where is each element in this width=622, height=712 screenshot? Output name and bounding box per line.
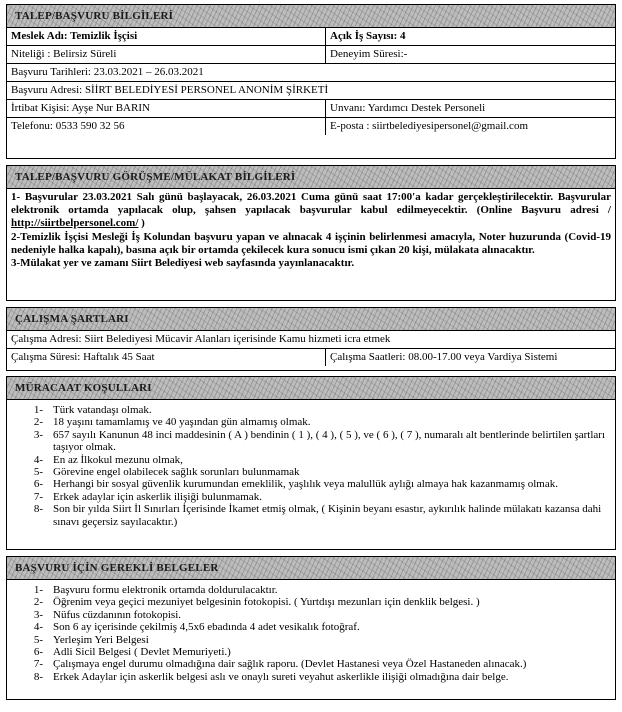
list-number: 6- [33, 646, 43, 659]
list-text: Erkek adaylar için askerlik ilişiği bulunmamak. [53, 490, 262, 503]
list-text: Türk vatandaşı olmak. [53, 404, 152, 416]
work-duration: Çalışma Süresi: Haftalık 45 Saat [7, 349, 326, 366]
list-text: 657 sayılı Kanunun 48 inci maddesinin ( A ) bendinin ( 1 ), ( 4 ), ( 5 ), ve ( 6 ), ( 7 ), numaralı alt bentlerinde belirtilen şartları taşıyor olmak. [53, 428, 605, 454]
document-item [13, 584, 609, 596]
work-hours: Çalışma Saatleri: 08.00-17.00 veya Vardiya Sistemi [330, 351, 558, 363]
interview-paragraph-3: 3-Mülakat yer ve zamanı Siirt Belediyesi web sayfasında yayınlanacaktır. [11, 257, 355, 270]
document-item [13, 646, 609, 658]
list-text: Yerleşim Yeri Belgesi [53, 633, 149, 646]
section-title: TALEP/BAŞVURU GÖRÜŞME/MÜLAKAT BİLGİLERİ [7, 166, 615, 189]
document-item [13, 609, 609, 621]
requirement-item [13, 416, 609, 428]
requirement-item [13, 491, 609, 503]
section-application-info [6, 4, 616, 159]
contact-title: Unvanı: Yardımcı Destek Personeli [330, 102, 486, 114]
list-text: 18 yaşını tamamlamış ve 40 yaşından gün almamış olmak. [53, 416, 311, 429]
list-text: Adli Sicil Belgesi ( Devlet Memuriyeti.) [53, 646, 231, 659]
section-working-conditions [6, 307, 616, 371]
interview-paragraph-2: 2-Temizlik İşçisi Mesleği İş Kolundan başvuru yapan ve alınacak 4 işçinin belirlenmesi amacıyla, Noter huzurunda (Covid-19 nedeniyle halka kapalı), basına açık bir ortamda çekilecek kura sonucu ismi çıkan 20 kişi, mülakata alınacaktır. [11, 230, 611, 256]
online-application-link[interactable]: http://siirtbelpersonel.com/ [11, 217, 139, 230]
section-title: ÇALIŞMA ŞARTLARI [7, 308, 615, 331]
interview-paragraph-1: 1- Başvurular 23.03.2021 Salı günü başlayacak, 26.03.2021 Cuma günü saat 17:00'a kadar gerçekleştirilecektir. Başvurular elektronik ortamda yapılacak olup, şahsen yapılacak başvurular kabul edilmeyecektir. (Online Başvuru adresi / http://siirtbelpersonel.com/ ) [11, 191, 611, 230]
list-text: Erkek Adaylar için askerlik belgesi aslı ve onaylı sureti veyahut askerlikle ilişiği olmadığına dair belge. [53, 670, 509, 683]
application-notice [6, 4, 616, 700]
contact-phone: Telefonu: 0533 590 32 56 [7, 118, 326, 135]
contact-email[interactable]: E-posta : siirtbelediyesipersonel@gmail.com [330, 120, 528, 132]
list-text: En az İlkokul mezunu olmak, [53, 453, 183, 466]
documents-list [7, 580, 615, 685]
document-item [13, 621, 609, 633]
list-text: Öğrenim veya geçici mezuniyet belgesinin fotokopisi. ( Yurtdışı mezunları için denklik belgesi. ) [53, 596, 480, 609]
list-text: Çalışmaya engel durumu olmadığına dair sağlık raporu. (Devlet Hastanesi veya Özel Hastaneden alınacak.) [53, 658, 527, 671]
document-item [13, 658, 609, 670]
section-requirements [6, 376, 616, 550]
section-title: BAŞVURU İÇİN GEREKLİ BELGELER [7, 557, 615, 580]
list-text: Başvuru formu elektronik ortamda doldurulacaktır. [53, 584, 278, 596]
list-number: 8- [33, 670, 43, 683]
work-address: Çalışma Adresi: Siirt Belediyesi Mücavir Alanları içerisinde Kamu hizmeti icra etmek [11, 333, 391, 345]
application-dates: Başvuru Tarihleri: 23.03.2021 – 26.03.2021 [11, 66, 204, 78]
document-item [13, 596, 609, 608]
list-number: 4- [33, 621, 43, 634]
section-required-documents [6, 556, 616, 700]
list-number: 1- [33, 404, 43, 416]
document-item [13, 634, 609, 646]
list-text: Son 6 ay içerisinde çekilmiş 4,5x6 ebadında 4 adet vesikalık fotoğraf. [53, 621, 360, 634]
list-number: 3- [33, 428, 43, 441]
document-item [13, 671, 609, 683]
contact-person: İrtibat Kişisi: Ayşe Nur BARIN [7, 100, 326, 117]
list-text: Nüfus cüzdanının fotokopisi. [53, 608, 182, 621]
requirement-item [13, 503, 609, 528]
list-number: 2- [33, 416, 43, 429]
requirement-item [13, 478, 609, 490]
job-title: Meslek Adı: Temizlik İşçisi [7, 28, 326, 45]
requirement-item [13, 454, 609, 466]
list-number: 8- [33, 503, 43, 516]
list-number: 6- [33, 478, 43, 491]
list-number: 2- [33, 596, 43, 609]
list-text: Son bir yılda Siirt İl Sınırları İçerisinde İkamet etmiş olmak, ( Kişinin beyanı esastır, aykırılık halinde mülakatı kazansa dahi sınavı geçersiz sayılacaktır.) [53, 503, 602, 528]
job-type: Niteliği : Belirsiz Süreli [7, 46, 326, 63]
section-title: MÜRACAAT KOŞULLARI [7, 377, 615, 400]
list-number: 5- [33, 466, 43, 479]
list-text: Görevine engel olabilecek sağlık sorunları bulunmamak [53, 466, 300, 479]
list-number: 1- [33, 584, 43, 596]
list-number: 5- [33, 633, 43, 646]
list-text: Herhangi bir sosyal güvenlik kurumundan emeklilik, yaşlılık veya malullük aylığı almaya hak kazanmamış olmak. [53, 478, 558, 491]
application-address: Başvuru Adresi: SİİRT BELEDİYESİ PERSONEL ANONİM ŞİRKETİ [11, 84, 329, 96]
experience: Deneyim Süresi:- [330, 48, 408, 60]
requirement-item [13, 404, 609, 416]
list-number: 7- [33, 658, 43, 671]
requirements-list [7, 400, 615, 530]
list-number: 4- [33, 453, 43, 466]
requirement-item [13, 466, 609, 478]
section-title: TALEP/BAŞVURU BİLGİLERİ [7, 5, 615, 28]
list-number: 7- [33, 490, 43, 503]
requirement-item [13, 429, 609, 454]
section-interview-info [6, 165, 616, 301]
list-number: 3- [33, 608, 43, 621]
open-positions: Açık İş Sayısı: 4 [330, 30, 406, 42]
